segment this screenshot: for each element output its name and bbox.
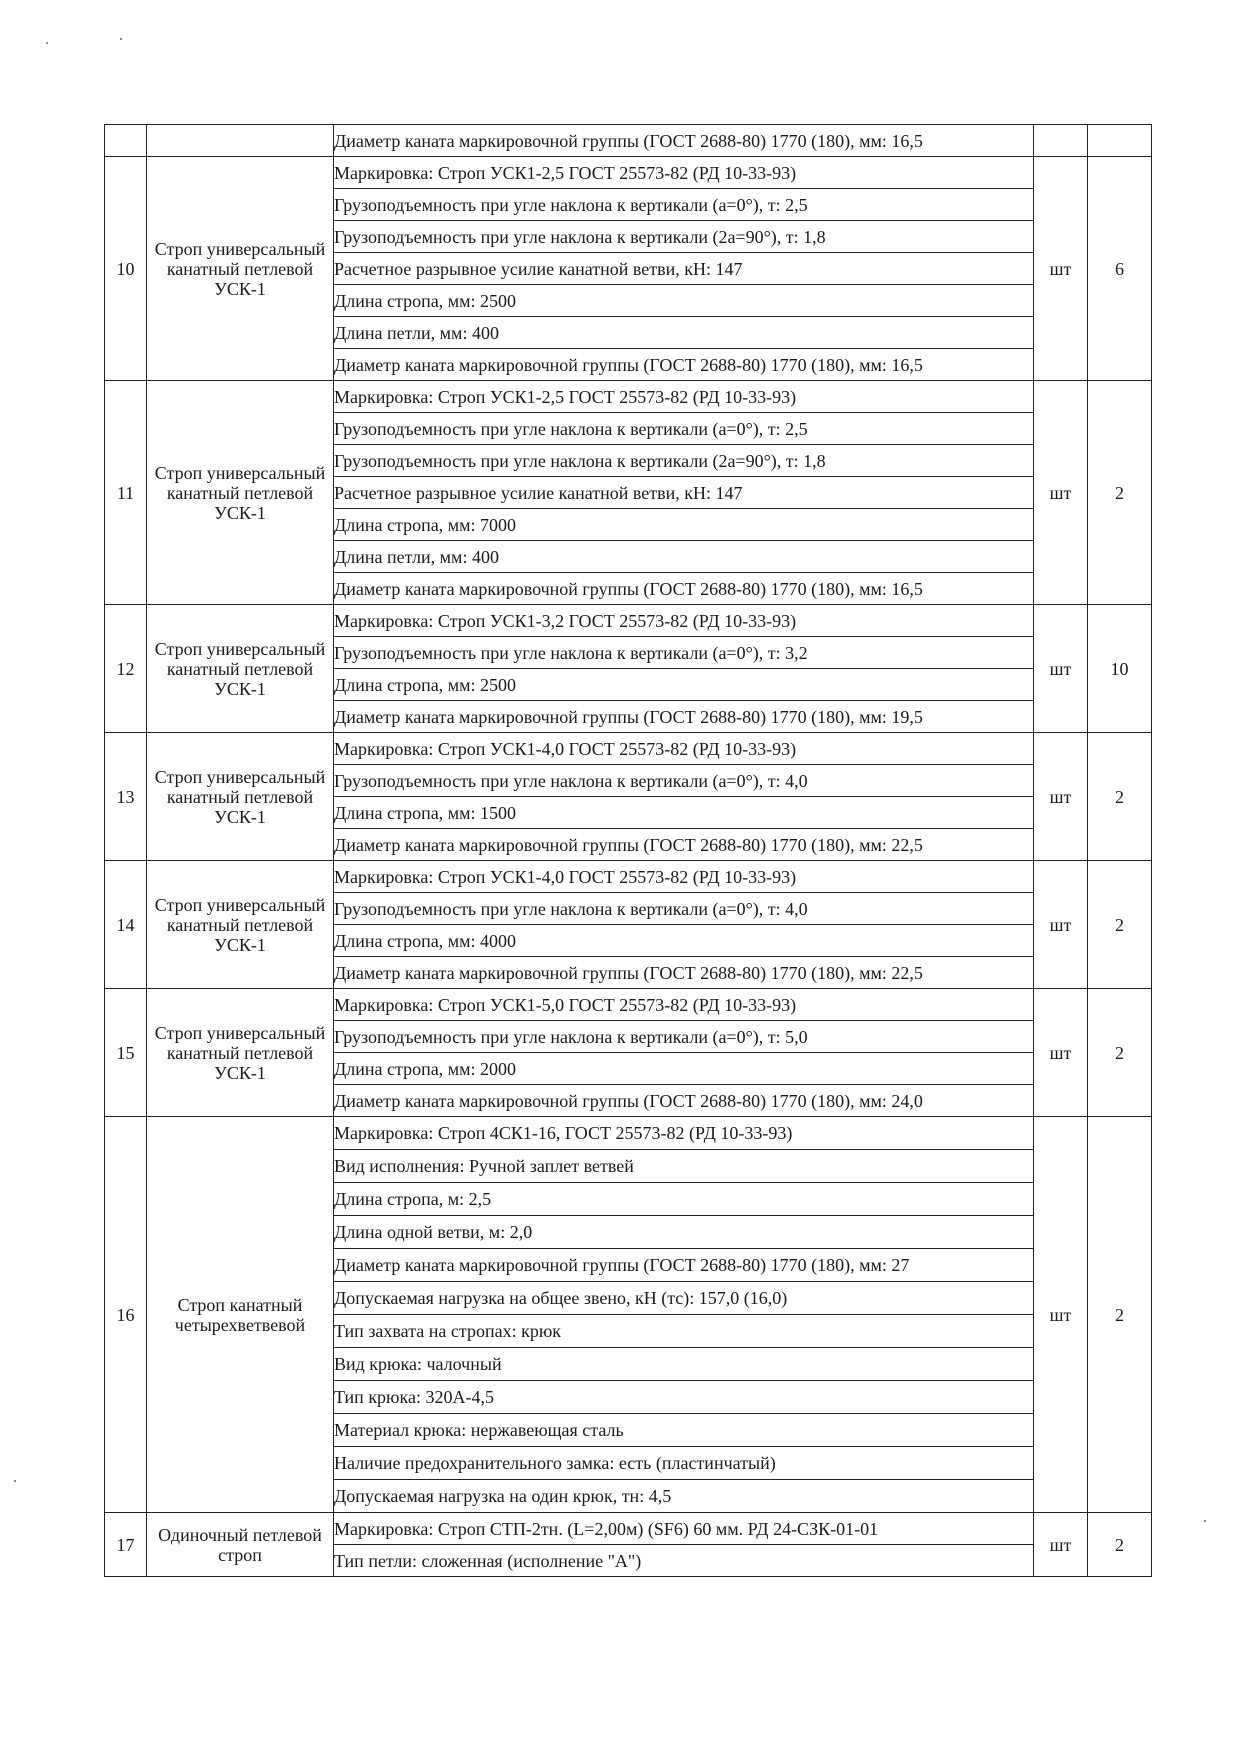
item-name: Строп универсальный канатный петлевой УСК-1: [147, 861, 334, 989]
item-number: [105, 125, 147, 157]
item-parameter: Длина стропа, мм: 2500: [334, 669, 1034, 701]
item-parameter: Маркировка: Строп УСК1-4,0 ГОСТ 25573-82 (РД 10-33-93): [334, 861, 1034, 893]
item-number: 17: [105, 1513, 147, 1577]
specification-table: [104, 124, 1152, 1577]
item-parameter: Длина стропа, мм: 1500: [334, 797, 1034, 829]
item-quantity: 2: [1088, 989, 1152, 1117]
item-parameter: Грузоподъемность при угле наклона к вертикали (a=0°), т: 2,5: [334, 189, 1034, 221]
item-name: [147, 125, 334, 157]
item-parameter: Длина петли, мм: 400: [334, 317, 1034, 349]
item-parameter: Тип крюка: 320А-4,5: [334, 1381, 1034, 1414]
item-parameter: Диаметр каната маркировочной группы (ГОСТ 2688-80) 1770 (180), мм: 22,5: [334, 829, 1034, 861]
specification-sheet: [104, 124, 1150, 1577]
table-row: [105, 861, 1152, 893]
item-unit: шт: [1034, 861, 1088, 989]
item-parameter: Тип захвата на стропах: крюк: [334, 1315, 1034, 1348]
item-name: Строп универсальный канатный петлевой УСК-1: [147, 381, 334, 605]
item-number: 13: [105, 733, 147, 861]
item-parameter: Длина стропа, мм: 2000: [334, 1053, 1034, 1085]
item-parameter: Грузоподъемность при угле наклона к вертикали (a=0°), т: 4,0: [334, 893, 1034, 925]
item-parameter: Длина стропа, м: 2,5: [334, 1183, 1034, 1216]
item-parameter: Грузоподъемность при угле наклона к вертикали (a=0°), т: 3,2: [334, 637, 1034, 669]
item-name: Одиночный петлевой строп: [147, 1513, 334, 1577]
item-unit: [1034, 125, 1088, 157]
item-parameter: Диаметр каната маркировочной группы (ГОСТ 2688-80) 1770 (180), мм: 27: [334, 1249, 1034, 1282]
item-unit: шт: [1034, 1513, 1088, 1577]
specification-table-body: [105, 125, 1152, 1577]
table-row: [105, 733, 1152, 765]
item-parameter: Диаметр каната маркировочной группы (ГОСТ 2688-80) 1770 (180), мм: 16,5: [334, 349, 1034, 381]
item-parameter: Маркировка: Строп УСК1-2,5 ГОСТ 25573-82 (РД 10-33-93): [334, 381, 1034, 413]
table-row: [105, 1117, 1152, 1150]
item-parameter: Маркировка: Строп УСК1-5,0 ГОСТ 25573-82 (РД 10-33-93): [334, 989, 1034, 1021]
item-number: 15: [105, 989, 147, 1117]
item-parameter: Длина петли, мм: 400: [334, 541, 1034, 573]
item-parameter: Маркировка: Строп 4СК1-16, ГОСТ 25573-82 (РД 10-33-93): [334, 1117, 1034, 1150]
item-parameter: Наличие предохранительного замка: есть (пластинчатый): [334, 1447, 1034, 1480]
scan-speck: [14, 1480, 16, 1482]
item-quantity: 2: [1088, 1513, 1152, 1577]
item-parameter: Маркировка: Строп СТП-2тн. (L=2,00м) (SF6) 60 мм. РД 24-СЗК-01-01: [334, 1513, 1034, 1545]
item-number: 14: [105, 861, 147, 989]
item-unit: шт: [1034, 989, 1088, 1117]
item-name: Строп универсальный канатный петлевой УСК-1: [147, 157, 334, 381]
item-parameter: Диаметр каната маркировочной группы (ГОСТ 2688-80) 1770 (180), мм: 16,5: [334, 573, 1034, 605]
item-parameter: Грузоподъемность при угле наклона к вертикали (a=0°), т: 2,5: [334, 413, 1034, 445]
item-parameter: Грузоподъемность при угле наклона к вертикали (a=0°), т: 4,0: [334, 765, 1034, 797]
item-unit: шт: [1034, 1117, 1088, 1513]
table-row: [105, 125, 1152, 157]
item-parameter: Диаметр каната маркировочной группы (ГОСТ 2688-80) 1770 (180), мм: 22,5: [334, 957, 1034, 989]
item-parameter: Вид исполнения: Ручной заплет ветвей: [334, 1150, 1034, 1183]
table-row: [105, 381, 1152, 413]
item-parameter: Маркировка: Строп УСК1-3,2 ГОСТ 25573-82 (РД 10-33-93): [334, 605, 1034, 637]
item-unit: шт: [1034, 733, 1088, 861]
item-name: Строп канатный четырехветвевой: [147, 1117, 334, 1513]
item-parameter: Длина одной ветви, м: 2,0: [334, 1216, 1034, 1249]
item-name: Строп универсальный канатный петлевой УСК-1: [147, 605, 334, 733]
item-quantity: [1088, 125, 1152, 157]
item-parameter: Маркировка: Строп УСК1-2,5 ГОСТ 25573-82 (РД 10-33-93): [334, 157, 1034, 189]
item-quantity: 6: [1088, 157, 1152, 381]
item-parameter: Маркировка: Строп УСК1-4,0 ГОСТ 25573-82 (РД 10-33-93): [334, 733, 1034, 765]
item-parameter: Грузоподъемность при угле наклона к вертикали (a=0°), т: 5,0: [334, 1021, 1034, 1053]
item-parameter: Диаметр каната маркировочной группы (ГОСТ 2688-80) 1770 (180), мм: 16,5: [334, 125, 1034, 157]
table-row: [105, 157, 1152, 189]
item-name: Строп универсальный канатный петлевой УСК-1: [147, 733, 334, 861]
item-quantity: 10: [1088, 605, 1152, 733]
item-unit: шт: [1034, 605, 1088, 733]
item-quantity: 2: [1088, 381, 1152, 605]
item-number: 12: [105, 605, 147, 733]
item-parameter: Расчетное разрывное усилие канатной ветви, кН: 147: [334, 253, 1034, 285]
table-row: [105, 1513, 1152, 1545]
item-number: 16: [105, 1117, 147, 1513]
item-parameter: Материал крюка: нержавеющая сталь: [334, 1414, 1034, 1447]
item-parameter: Грузоподъемность при угле наклона к вертикали (2a=90°), т: 1,8: [334, 221, 1034, 253]
scan-speck: [120, 38, 122, 40]
item-parameter: Допускаемая нагрузка на общее звено, кН (тс): 157,0 (16,0): [334, 1282, 1034, 1315]
item-parameter: Расчетное разрывное усилие канатной ветви, кН: 147: [334, 477, 1034, 509]
scan-speck: [1204, 1520, 1206, 1522]
item-quantity: 2: [1088, 733, 1152, 861]
item-name: Строп универсальный канатный петлевой УСК-1: [147, 989, 334, 1117]
item-number: 11: [105, 381, 147, 605]
item-unit: шт: [1034, 381, 1088, 605]
item-quantity: 2: [1088, 861, 1152, 989]
item-parameter: Длина стропа, мм: 2500: [334, 285, 1034, 317]
item-parameter: Длина стропа, мм: 7000: [334, 509, 1034, 541]
item-number: 10: [105, 157, 147, 381]
table-row: [105, 605, 1152, 637]
item-parameter: Допускаемая нагрузка на один крюк, тн: 4,5: [334, 1480, 1034, 1513]
item-parameter: Длина стропа, мм: 4000: [334, 925, 1034, 957]
item-parameter: Тип петли: сложенная (исполнение "А"): [334, 1545, 1034, 1577]
item-unit: шт: [1034, 157, 1088, 381]
scan-speck: [46, 42, 48, 44]
item-parameter: Диаметр каната маркировочной группы (ГОСТ 2688-80) 1770 (180), мм: 19,5: [334, 701, 1034, 733]
item-quantity: 2: [1088, 1117, 1152, 1513]
item-parameter: Грузоподъемность при угле наклона к вертикали (2a=90°), т: 1,8: [334, 445, 1034, 477]
item-parameter: Вид крюка: чалочный: [334, 1348, 1034, 1381]
item-parameter: Диаметр каната маркировочной группы (ГОСТ 2688-80) 1770 (180), мм: 24,0: [334, 1085, 1034, 1117]
table-row: [105, 989, 1152, 1021]
